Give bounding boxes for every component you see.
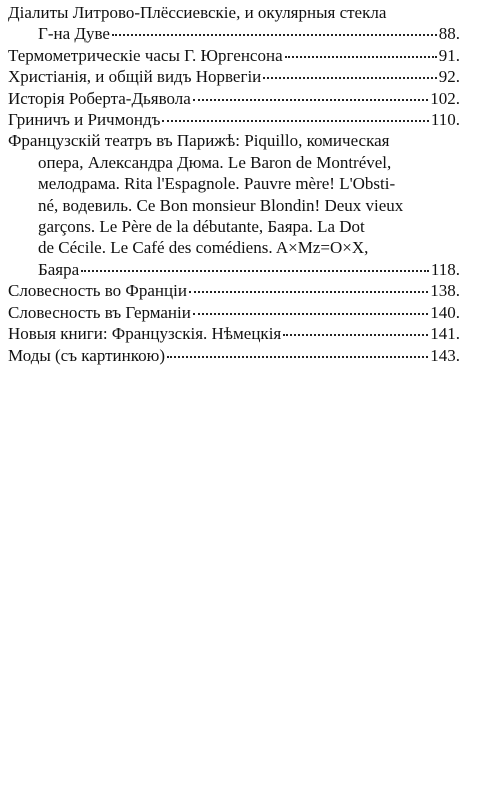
toc-entry	[8, 109, 460, 130]
page-number: 141.	[430, 324, 460, 344]
entry-text-line: né, водевиль. Ce Bon monsieur Blondin! Deux vieux	[38, 195, 404, 215]
entry-title: Христіанія, и общій видъ Норвегіи	[8, 67, 262, 87]
page-number: 138.	[430, 281, 460, 301]
entry-text-line: garçons. Le Père de la débutante, Баяра. La Dot	[38, 217, 365, 237]
page-number: 91.	[438, 45, 460, 65]
dot-leader	[162, 106, 428, 122]
dot-leader	[193, 85, 428, 101]
page-number: 102.	[430, 88, 460, 108]
toc-entry	[8, 345, 460, 366]
entry-text-line: Діалиты Литрово-Плёссиевскіе, и окулярныя стекла	[8, 3, 387, 22]
entry-title: Моды (съ картинкою)	[8, 345, 165, 365]
entry-title: Баяра	[38, 259, 80, 279]
entry-leader-line	[8, 345, 460, 366]
dot-leader	[167, 342, 428, 358]
entry-title: Гриничъ и Ричмондъ	[8, 110, 161, 130]
entry-text-line: опера, Александра Дюма. Le Baron de Montrével,	[38, 152, 392, 172]
entry-title: Новыя книги: Французскія. Нѣмецкія	[8, 324, 282, 344]
page-number: 88.	[438, 24, 460, 44]
dot-leader	[81, 256, 429, 272]
page-number: 140.	[430, 302, 460, 322]
dot-leader	[189, 277, 428, 293]
entry-text-line: Французскій театръ въ Парижѣ: Piquillo, комическая	[8, 131, 390, 151]
entry-title: Словесность во Франціи	[8, 281, 187, 301]
page-number: 143.	[430, 345, 460, 365]
toc-entry	[8, 2, 460, 45]
table-of-contents	[8, 2, 460, 366]
dot-leader	[283, 320, 428, 336]
dot-leader	[112, 20, 437, 36]
dot-leader	[263, 63, 436, 79]
page-number: 92.	[438, 67, 460, 87]
toc-entry	[8, 130, 460, 280]
page-number: 118.	[430, 259, 460, 279]
entry-text-line: de Cécile. Le Café des comédiens. A×Mz=O×X,	[38, 238, 369, 258]
dot-leader	[285, 42, 437, 58]
entry-title: Исторія Роберта-Дьявола	[8, 88, 191, 108]
entry-title: Термометрическіе часы Г. Юргенсона	[8, 45, 283, 65]
entry-leader-line	[8, 109, 460, 130]
dot-leader	[193, 299, 428, 315]
entry-title: Словесность въ Германіи	[8, 302, 191, 322]
entry-text-line: мелодрама. Rita l'Espagnole. Pauvre mère! L'Obsti-	[38, 174, 396, 194]
entry-title: Г-на Дуве	[38, 24, 110, 44]
page-number: 110.	[430, 110, 460, 130]
